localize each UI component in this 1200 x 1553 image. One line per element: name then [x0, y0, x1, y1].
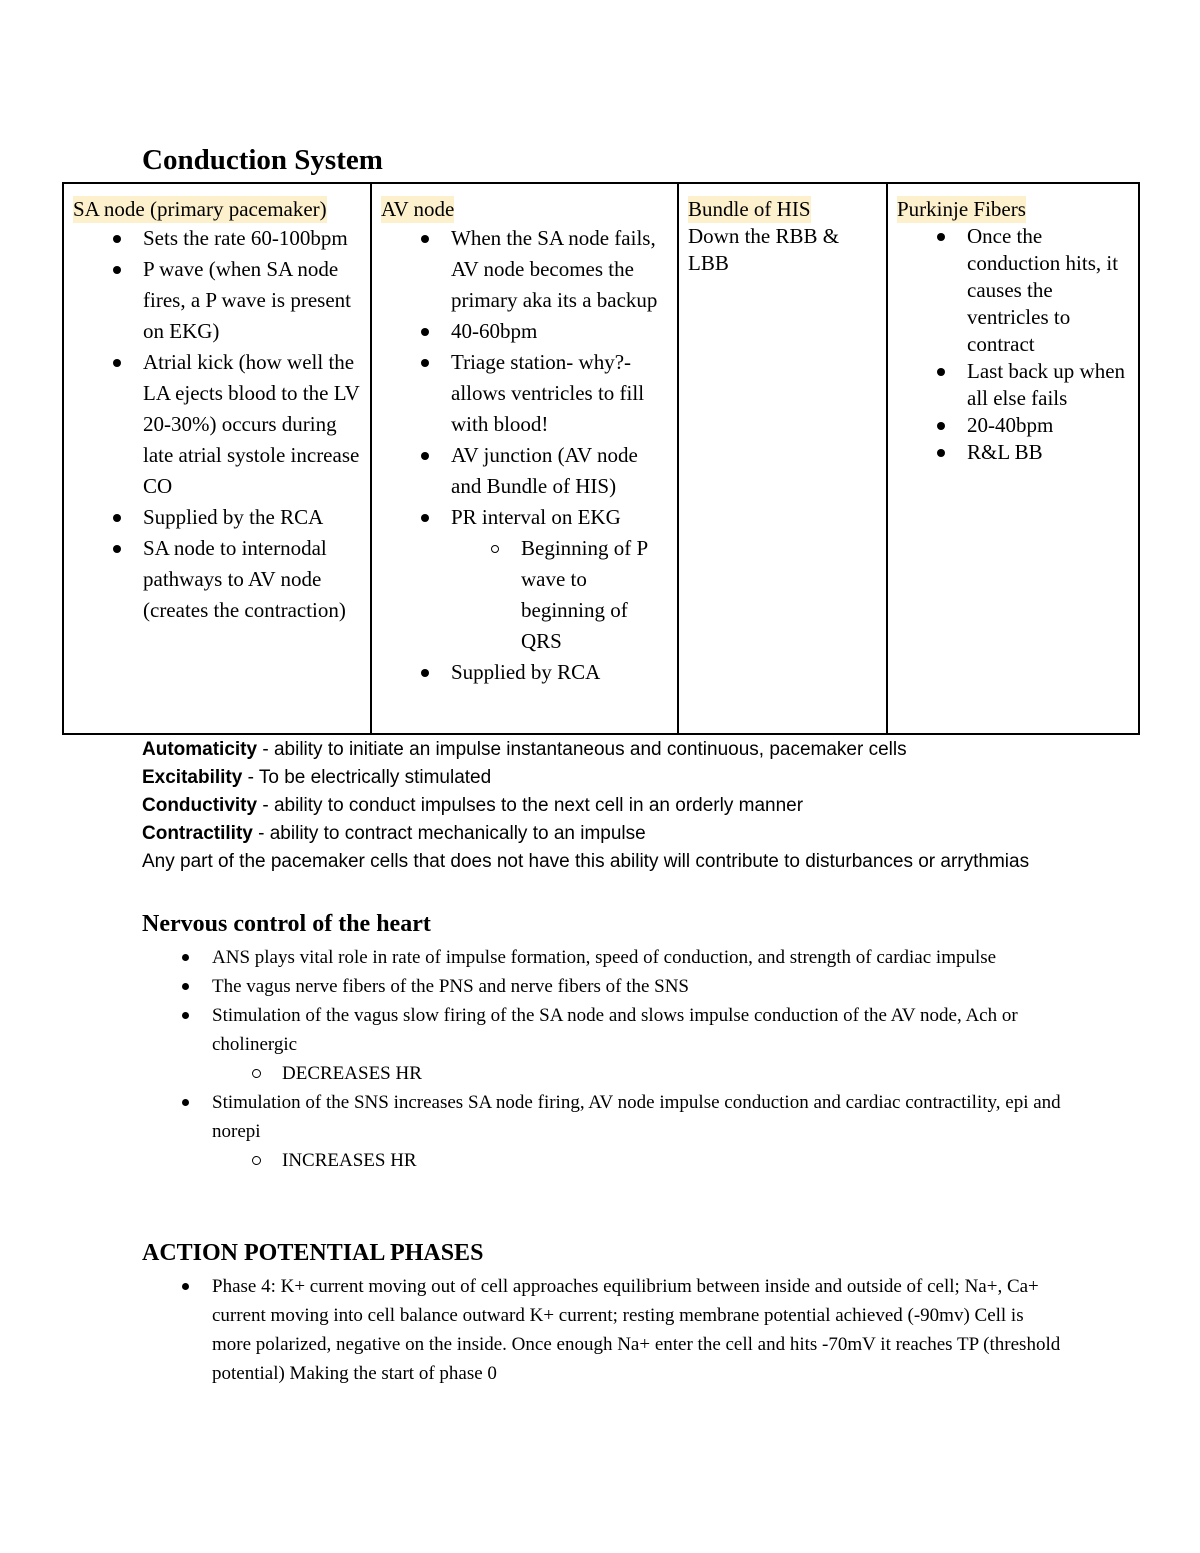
- action-potential-section: [142, 1272, 1062, 1388]
- list-item: Sets the rate 60-100bpm: [143, 223, 362, 254]
- purkinje-list: [897, 223, 1130, 466]
- list-item: 20-40bpm: [967, 412, 1130, 439]
- list-item: [451, 502, 669, 657]
- list-item: AV junction (AV node and Bundle of HIS): [451, 440, 669, 502]
- bundle-of-his-cell: [678, 183, 887, 734]
- list-item: Supplied by the RCA: [143, 502, 362, 533]
- definition-text: - ability to initiate an impulse instantaneous and continuous, pacemaker cells: [257, 739, 907, 760]
- conduction-table: [62, 182, 1140, 735]
- sa-node-list: [73, 223, 362, 626]
- definitions: [142, 736, 1062, 876]
- list-item-text: Stimulation of the vagus slow firing of the SA node and slows impulse conduction of the AV node, Ach or cholinergic: [212, 1005, 1018, 1055]
- sub-list-item: INCREASES HR: [282, 1146, 1062, 1175]
- term: Conductivity: [142, 795, 258, 816]
- sub-list: [451, 533, 669, 657]
- list-item: Triage station- why?- allows ventricles to fill with blood!: [451, 347, 669, 440]
- list-item: Supplied by RCA: [451, 657, 669, 688]
- list-item: 40-60bpm: [451, 316, 669, 347]
- list-item: SA node to internodal pathways to AV node (creates the contraction): [143, 533, 362, 626]
- purkinje-header: Purkinje Fibers: [897, 197, 1026, 221]
- av-node-header: AV node: [381, 197, 455, 221]
- nervous-section: [142, 943, 1062, 1175]
- table-row: [63, 183, 1139, 734]
- definition-contractility: [142, 820, 1062, 848]
- definitions-note: Any part of the pacemaker cells that does not have this ability will contribute to disturbances or arrythmias: [142, 851, 1030, 872]
- sub-list: [212, 1146, 1062, 1175]
- definition-text: - ability to conduct impulses to the next cell in an orderly manner: [257, 795, 804, 816]
- sub-list: [212, 1059, 1062, 1088]
- definition-text: - To be electrically stimulated: [242, 767, 492, 788]
- definition-excitability: [142, 764, 1062, 792]
- term: Automaticity: [142, 739, 258, 760]
- av-node-list: [381, 223, 669, 688]
- list-item: [212, 1001, 1062, 1088]
- purkinje-cell: [887, 183, 1139, 734]
- definition-conductivity: [142, 792, 1062, 820]
- action-potential-list: [142, 1272, 1062, 1388]
- list-item: R&L BB: [967, 439, 1130, 466]
- nervous-heading: Nervous control of the heart: [142, 911, 431, 937]
- nervous-list: [142, 943, 1062, 1175]
- list-item: ANS plays vital role in rate of impulse formation, speed of conduction, and strength of cardiac impulse: [212, 943, 1062, 972]
- av-node-cell: [371, 183, 678, 734]
- definition-automaticity: [142, 736, 1062, 764]
- list-item: [212, 1088, 1062, 1175]
- list-item: Phase 4: K+ current moving out of cell approaches equilibrium between inside and outside of cell; Na+, Ca+ current moving into cell balance outward K+ current; resting membrane potential achieved (-90mv) Cell is more polarized, negative on the inside. Once enough Na+ enter the cell and hits -70mV it reaches TP (threshold potential) Making the start of phase 0: [212, 1272, 1062, 1388]
- sub-list-item: Beginning of P wave to beginning of QRS: [521, 533, 669, 657]
- list-item: Last back up when all else fails: [967, 358, 1130, 412]
- list-item: The vagus nerve fibers of the PNS and nerve fibers of the SNS: [212, 972, 1062, 1001]
- list-item: When the SA node fails, AV node becomes the primary aka its a backup: [451, 223, 669, 316]
- bundle-of-his-text: Down the RBB & LBB: [688, 224, 840, 275]
- list-item: Atrial kick (how well the LA ejects blood to the LV 20-30%) occurs during late atrial systole increase CO: [143, 347, 362, 502]
- sa-node-header: SA node (primary pacemaker): [73, 197, 327, 221]
- bundle-of-his-header: Bundle of HIS: [688, 197, 811, 221]
- definition-text: - ability to contract mechanically to an impulse: [252, 823, 646, 844]
- list-item: Once the conduction hits, it causes the ventricles to contract: [967, 223, 1130, 358]
- page-title: Conduction System: [142, 144, 383, 176]
- list-item: P wave (when SA node fires, a P wave is present on EKG): [143, 254, 362, 347]
- sub-list-item: DECREASES HR: [282, 1059, 1062, 1088]
- list-item-text: Stimulation of the SNS increases SA node firing, AV node impulse conduction and cardiac contractility, epi and norepi: [212, 1092, 1061, 1142]
- action-potential-heading: ACTION POTENTIAL PHASES: [142, 1240, 484, 1266]
- sa-node-cell: [63, 183, 371, 734]
- term: Excitability: [142, 767, 243, 788]
- list-item-text: PR interval on EKG: [451, 505, 621, 529]
- term: Contractility: [142, 823, 253, 844]
